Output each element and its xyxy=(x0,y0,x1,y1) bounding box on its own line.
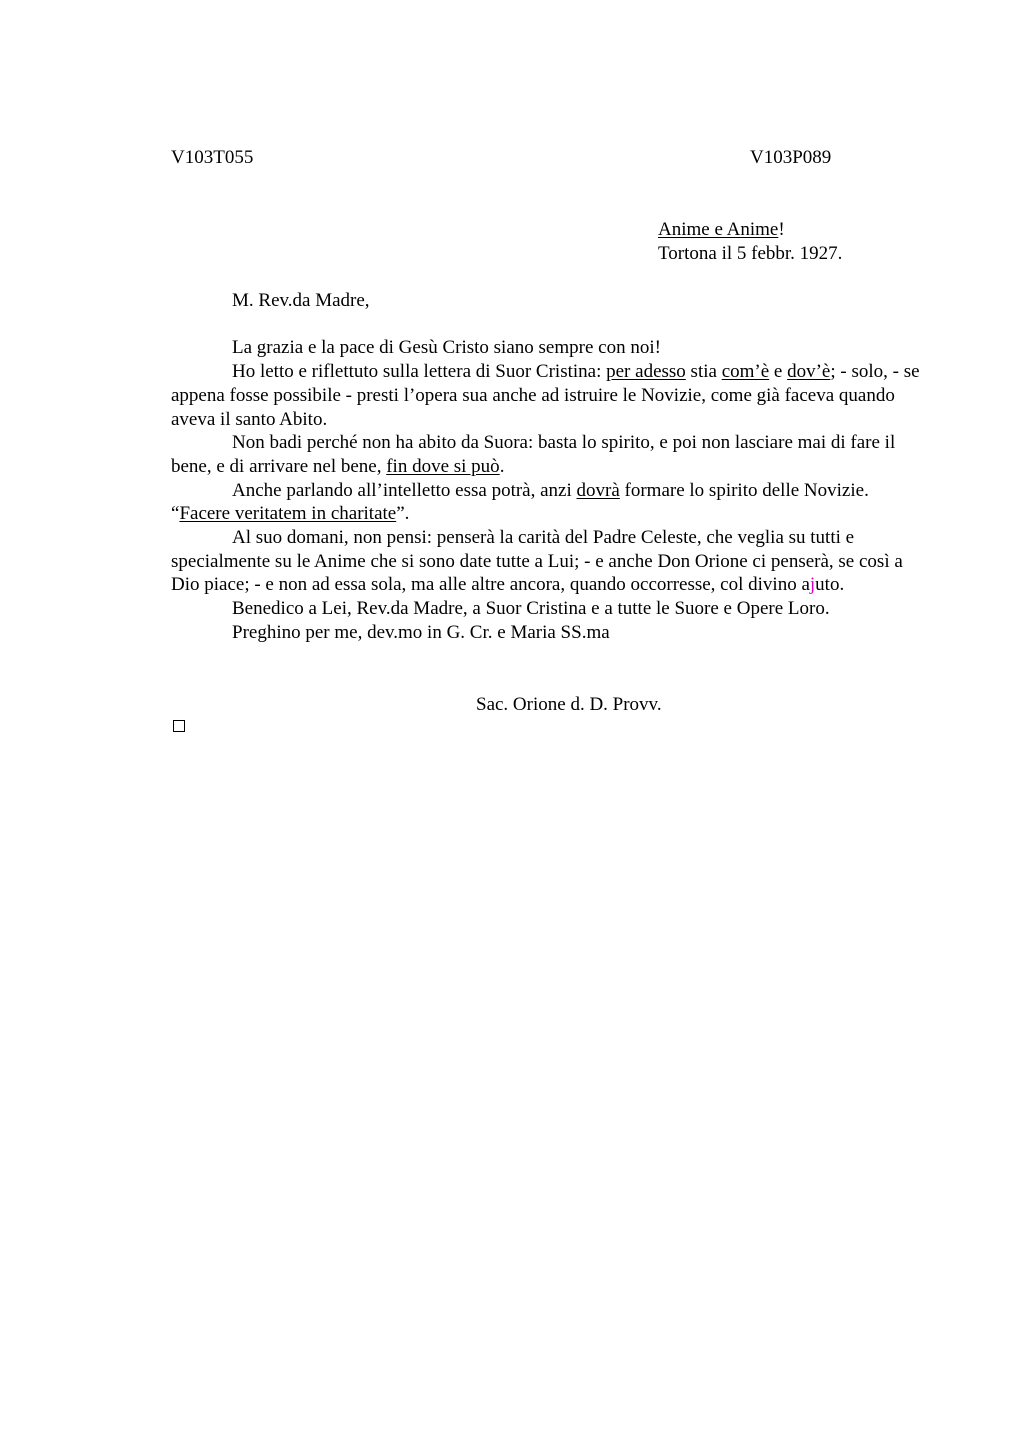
spacer xyxy=(171,313,931,337)
text-run: Al suo domani, non pensi: penserà la carità del Padre Celeste, che veglia su tutti e specialmente su le Anime che si sono date tutte a Lui; - e anche Don Orione ci penserà, se così a Dio piace; - e non ad essa sola, ma alle altre ancora, quando occorresse, col divino a xyxy=(171,527,903,596)
paragraph-2 xyxy=(171,360,931,431)
paragraph-7: Preghino per me, dev.mo in G. Cr. e Maria SS.ma xyxy=(232,621,610,643)
underlined-text: fin dove si può xyxy=(386,455,500,477)
document-code-left: V103T055 xyxy=(171,147,254,168)
motto-line xyxy=(658,218,842,242)
underlined-text: Facere veritatem in charitate xyxy=(179,503,397,525)
text-run: uto. xyxy=(815,574,845,596)
underlined-text: dov’è xyxy=(787,361,831,383)
salutation: M. Rev.da Madre, xyxy=(232,290,370,311)
text-run: Anche parlando all’intelletto essa potrà, anzi xyxy=(232,479,577,501)
underlined-text: per adesso xyxy=(606,361,686,383)
document-code-right: V103P089 xyxy=(750,147,832,168)
paragraph-6: Benedico a Lei, Rev.da Madre, a Suor Cristina e a tutte le Suore e Opere Loro. xyxy=(232,598,830,620)
text-run: ”. xyxy=(396,503,410,525)
text-run: . xyxy=(499,455,505,477)
signature: Sac. Orione d. D. Provv. xyxy=(476,694,662,715)
underlined-text: com’è xyxy=(721,361,770,383)
paragraph-4 xyxy=(171,479,931,526)
motto-suffix: ! xyxy=(778,219,785,240)
text-run: formare lo spirito delle Novizie. “ xyxy=(171,479,869,525)
motto-underlined: Anime e Anime xyxy=(658,219,779,240)
paragraph-1: La grazia e la pace di Gesù Cristo siano sempre con noi! xyxy=(232,337,661,359)
paragraph-3 xyxy=(171,431,931,478)
place-date: Tortona il 5 febbr. 1927. xyxy=(658,243,843,264)
text-run: ; - solo, - se appena fosse possibile - presti l’opera sua anche ad istruire le Novizie, come già faceva quando aveva il santo Abito. xyxy=(171,361,920,430)
letter-body xyxy=(171,289,931,645)
text-run: Non badi perché non ha abito da Suora: basta lo spirito, e poi non lasciare mai di fare il bene, e di arrivare nel bene, xyxy=(171,432,896,477)
checkbox-square-icon xyxy=(173,720,185,732)
underlined-text: dovrà xyxy=(576,479,620,501)
text-run: e xyxy=(769,361,788,383)
highlighted-letter: j xyxy=(809,574,816,596)
date-block xyxy=(658,218,842,266)
text-run: Ho letto e riflettuto sulla lettera di Suor Cristina: xyxy=(232,361,607,383)
paragraph-5 xyxy=(171,526,931,597)
text-run: stia xyxy=(685,361,722,383)
